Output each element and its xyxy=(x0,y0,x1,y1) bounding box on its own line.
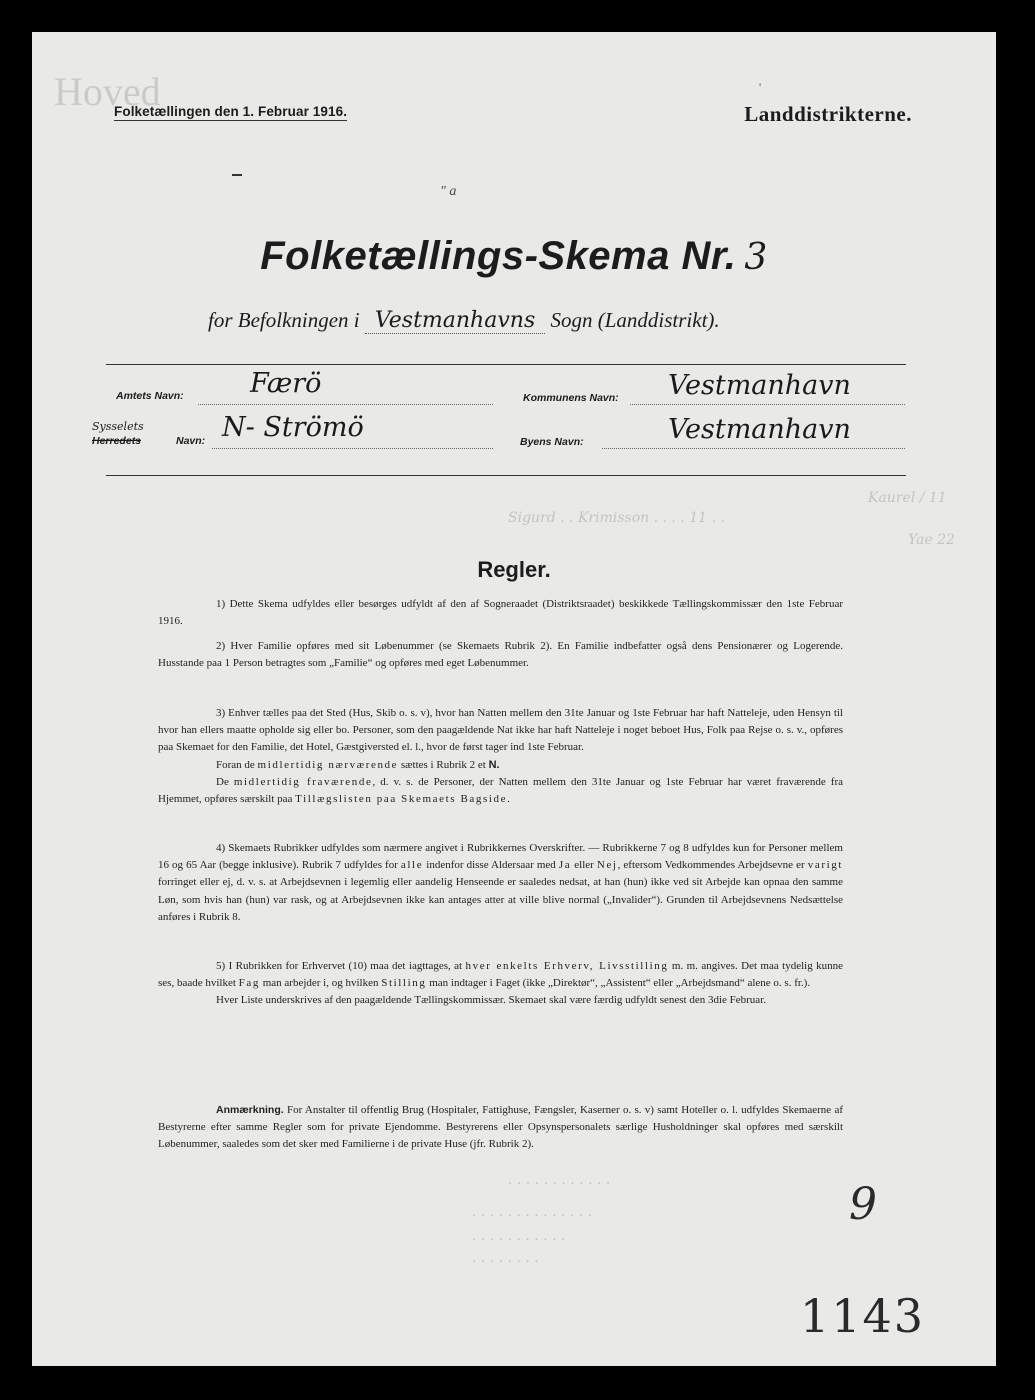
rule-3-present-mark: N. xyxy=(488,758,500,771)
rule-4-emph-1: alle xyxy=(400,859,424,872)
rule-3 xyxy=(158,705,843,808)
subtitle-prefix: for Befolkningen i xyxy=(208,308,360,332)
rule-3-absent-emph-2: Tillægslisten paa Skemaets Bagside. xyxy=(295,793,512,806)
kommune-value: Vestmanhavn xyxy=(668,370,851,401)
rule-5-c: man arbejder i, og hvilken xyxy=(262,977,379,990)
rule-3-absent-emph: midlertidig fraværende xyxy=(233,775,373,788)
rule-5-a: 5) I Rubrikken for Erhvervet (10) maa det iagttages, at xyxy=(216,960,463,972)
by-dotline xyxy=(602,448,905,449)
amt-label: Amtets Navn: xyxy=(116,390,184,402)
handwritten-nine: 9 xyxy=(849,1179,877,1230)
bleed-through-line-2: . . . . . . . . . . . . xyxy=(508,1172,611,1188)
sogn-value: Vestmanhavns xyxy=(365,308,545,334)
herred-struck-label: Herredets xyxy=(92,435,142,447)
census-date-header: Folketællingen den 1. Februar 1916. xyxy=(114,104,348,119)
rule-6-text: Hver Liste underskrives af den paagældende Tællingskommissær. Skemaet skal være færdig udfyldt senest den 3die Februar. xyxy=(216,994,766,1007)
bleed-through-lower-1: . . . . . . . . . . . . . . xyxy=(472,1204,593,1220)
kommune-label: Kommunens Navn: xyxy=(523,392,619,404)
rule-3-absent-pre: De xyxy=(216,775,229,788)
rule-3-present-post: sættes i Rubrik 2 et xyxy=(400,758,486,771)
bleed-through-margin: Kaurel / 11 xyxy=(868,490,947,506)
rule-3-absent xyxy=(158,774,843,808)
rule-3-present xyxy=(158,757,843,774)
rule-4-e: forringet eller ej, d. v. s. at Arbejdsevnen i legemlig eller aandelig Henseende er saaledes nedsat, at han (hun) ikke ved sit Arbejde kan opnaa den samme Løn, som hvis han (hun) var rask, og at Arbejdsevnen ikke kan antages atter at ville blive normal („Invalider“). Grunden til Arbejdsevnens Nedsættelse anføres i Rubrik 8. xyxy=(158,876,843,923)
amt-value: Færö xyxy=(250,368,322,399)
rules-heading: Regler. xyxy=(477,557,551,582)
rule-2 xyxy=(158,638,843,672)
rule-5 xyxy=(158,958,843,1010)
rule-4-emph-2: Ja xyxy=(558,859,572,872)
amt-dotline xyxy=(198,404,493,405)
rule-1-text: 1) Dette Skema udfyldes eller besørges udfyldt af den af Sogneraadet (Distriktsraadet) beskikkede Tællingskommissær den 1ste Februar 1916. xyxy=(158,598,843,628)
rule-3-present-emph: midlertidig nærværende xyxy=(257,758,399,771)
bleed-through-margin-2: Yae 22 xyxy=(908,532,956,548)
note-body: For Anstalter til offentlig Brug (Hospitaler, Fattighuse, Fængsler, Kaserner o. s. v) samt Hoteller o. l. udfyldes Skemaerne af Bestyrerne efter samme Regler som for private Ejendomme. Bestyrerens eller Opsynspersonalets særlige Husholdninger skal opføres med særskilt Løbenummer, saaledes som det sker med Familierne i de private Huse (jfr. Rubrik 2). xyxy=(158,1104,844,1151)
subtitle-suffix: Sogn (Landdistrikt). xyxy=(550,308,720,332)
form-title-text: Folketællings-Skema Nr. xyxy=(260,234,737,278)
rule-5-text xyxy=(158,958,843,992)
bottom-rule xyxy=(106,475,906,476)
bleed-through-lower-3: . . . . . . . . xyxy=(472,1250,539,1266)
rule-5-b: m. m. angives. Det maa tydelig kunne ses, baade hvilket xyxy=(158,960,844,990)
rule-4-d: , eftersom Vedkommendes Arbejdsevne er xyxy=(617,859,805,872)
form-title xyxy=(32,234,996,279)
syssel-written-label: Sysselets xyxy=(92,420,144,433)
by-value: Vestmanhavn xyxy=(668,414,851,445)
rule-4-emph-4: varigt xyxy=(807,859,843,872)
rule-4-b: indenfor disse Aldersaar med xyxy=(426,859,556,872)
rule-4-emph-3: Nej xyxy=(596,859,618,872)
handwritten-code: 1143 xyxy=(800,1289,926,1343)
note-text xyxy=(158,1102,843,1154)
by-label: Byens Navn: xyxy=(520,436,584,448)
note-label: Anmærkning. xyxy=(216,1104,284,1116)
bleed-through-lower-2: . . . . . . . . . . . xyxy=(472,1228,566,1244)
rule-4-c: eller xyxy=(574,859,594,872)
rule-1 xyxy=(158,596,843,630)
census-form-page xyxy=(32,32,996,1366)
herred-label-suffix: Navn: xyxy=(176,435,206,447)
pencil-tick: ' xyxy=(759,80,762,94)
rule-5-d: man indtager i Faget (ikke „Direktør“, „Assistent“ eller „Arbejdsmand“ alene o. s. fr.). xyxy=(429,977,811,990)
rule-3-absent-mid: , d. v. s. de Personer, der Natten mellem den 31te Januar og 1ste Februar har været fraværende fra Hjemmet, opføres særskilt paa xyxy=(158,775,843,806)
rule-4-a: 4) Skemaets Rubrikker udfyldes som nærmere angivet i Rubrikkernes Overskrifter. — Rubrikkerne 7 og 8 udfyldes kun for Personer mellem 16 og 65 Aar (begge inklusive). Rubrik 7 udfyldes for xyxy=(158,842,843,872)
rule-3-text: 3) Enhver tælles paa det Sted (Hus, Skib o. s. v), hvor han Natten mellem den 31te Januar og 1ste Februar har haft Natteleje, uden Hensyn til hvor han ellers maatte opholde sig eller bo. Personer, som den paagældende Nat ikke har haft Natteleje i noget beboet Hus, Folk paa Rejse o. s. v., opføres paa Skemaet for den Familie, det Hotel, Gæstgiversted el. l., hvor de først tager ind 1ste Februar. xyxy=(158,707,843,754)
bleed-through-line: Sigurd . . Krimisson . . . . 11 . . xyxy=(508,510,725,526)
rule-5-emph-3: Stilling xyxy=(381,977,427,990)
rule-2-text: 2) Hver Familie opføres med sit Løbenummer (se Skemaets Rubrik 2). En Familie indbefatter også dens Pensionærer og Logerende. Husstande paa 1 Person betragtes som „Familie“ og opføres med eget Løbenummer. xyxy=(158,640,843,670)
bleed-through-text: Hoved xyxy=(54,69,161,114)
form-subtitle xyxy=(208,308,720,333)
herred-dotline xyxy=(212,448,493,449)
dash-mark xyxy=(232,174,242,176)
top-rule xyxy=(106,364,906,365)
rule-4-text xyxy=(158,840,843,926)
rule-5-emph-1: hver enkelts Erhverv, Livsstilling xyxy=(465,960,669,972)
rule-5-emph-2: Fag xyxy=(238,977,260,990)
handwritten-mark: " a xyxy=(440,184,457,199)
rule-4 xyxy=(158,840,843,926)
district-header: Landdistrikterne. xyxy=(744,102,912,126)
annotation-note xyxy=(158,1102,843,1154)
form-number: 3 xyxy=(744,237,768,278)
rule-3-present-pre: Foran de xyxy=(216,758,255,771)
kommune-dotline xyxy=(630,404,905,405)
herred-value: N- Strömö xyxy=(222,412,364,443)
